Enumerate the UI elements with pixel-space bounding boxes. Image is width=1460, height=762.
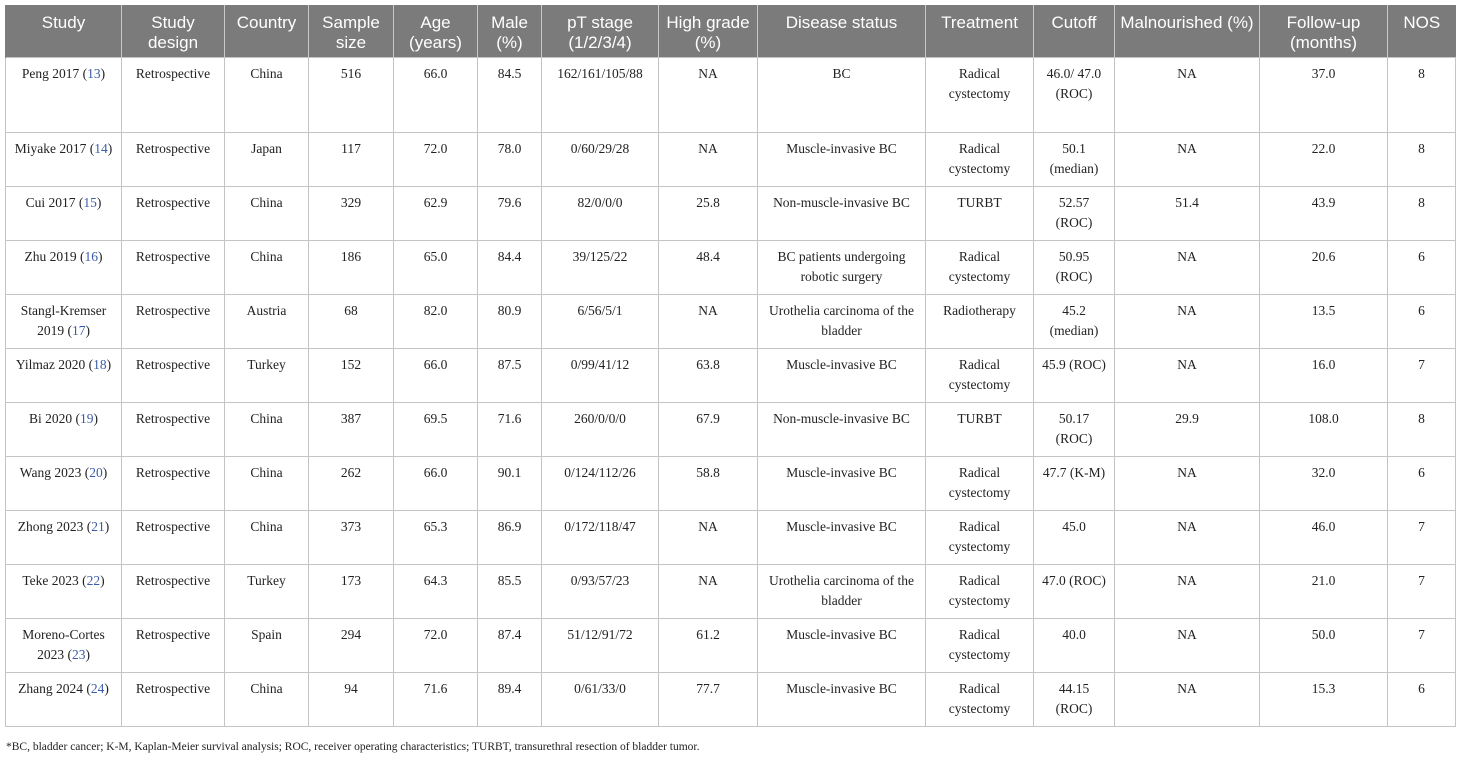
disease-status-cell: Muscle-invasive BC <box>758 457 926 511</box>
study-name: Zhang 2024 <box>18 681 83 696</box>
country-cell: Spain <box>225 619 309 673</box>
study-cell: Wang 2023 (20) <box>6 457 122 511</box>
nos-cell: 8 <box>1388 133 1456 187</box>
cutoff-cell: 47.0 (ROC) <box>1034 565 1115 619</box>
study-cell: Peng 2017 (13) <box>6 58 122 133</box>
header-row <box>6 5 1456 58</box>
malnourished-cell: NA <box>1115 565 1260 619</box>
study-cell: Zhong 2023 (21) <box>6 511 122 565</box>
table-row <box>6 133 1456 187</box>
followup-cell: 108.0 <box>1260 403 1388 457</box>
country-cell: China <box>225 403 309 457</box>
disease-status-cell: BC <box>758 58 926 133</box>
study-name: Bi 2020 <box>28 411 73 426</box>
pt-stage-cell: 0/60/29/28 <box>542 133 659 187</box>
male-cell: 90.1 <box>478 457 542 511</box>
sample-size-cell: 516 <box>309 58 394 133</box>
followup-cell: 50.0 <box>1260 619 1388 673</box>
table-row <box>6 673 1456 727</box>
malnourished-cell: NA <box>1115 457 1260 511</box>
reference-link[interactable]: 15 <box>83 195 97 210</box>
nos-cell: 6 <box>1388 241 1456 295</box>
nos-cell: 6 <box>1388 457 1456 511</box>
treatment-cell: Radical cystectomy <box>926 673 1034 727</box>
male-cell: 79.6 <box>478 187 542 241</box>
reference-link[interactable]: 24 <box>90 681 105 696</box>
cutoff-cell: 44.15 (ROC) <box>1034 673 1115 727</box>
table-row <box>6 187 1456 241</box>
reference-link[interactable]: 20 <box>89 465 103 480</box>
nos-cell: 6 <box>1388 295 1456 349</box>
high-grade-cell: 67.9 <box>659 403 758 457</box>
study-characteristics-table <box>5 5 1456 727</box>
high-grade-cell: NA <box>659 565 758 619</box>
sample-size-cell: 117 <box>309 133 394 187</box>
malnourished-cell: NA <box>1115 511 1260 565</box>
country-cell: China <box>225 187 309 241</box>
high-grade-cell: 61.2 <box>659 619 758 673</box>
study-name: Yilmaz 2020 <box>15 357 86 372</box>
column-header: Male (%) <box>478 5 542 58</box>
design-cell: Retrospective <box>122 133 225 187</box>
high-grade-cell: NA <box>659 133 758 187</box>
reference-link[interactable]: 21 <box>91 519 105 534</box>
treatment-cell: Radical cystectomy <box>926 457 1034 511</box>
male-cell: 80.9 <box>478 295 542 349</box>
disease-status-cell: Non-muscle-invasive BC <box>758 403 926 457</box>
followup-cell: 46.0 <box>1260 511 1388 565</box>
nos-cell: 7 <box>1388 619 1456 673</box>
column-header: Cutoff <box>1034 5 1115 58</box>
study-cell: Miyake 2017 (14) <box>6 133 122 187</box>
table-header <box>6 5 1456 58</box>
sample-size-cell: 329 <box>309 187 394 241</box>
followup-cell: 13.5 <box>1260 295 1388 349</box>
treatment-cell: Radical cystectomy <box>926 349 1034 403</box>
malnourished-cell: 51.4 <box>1115 187 1260 241</box>
sample-size-cell: 387 <box>309 403 394 457</box>
sample-size-cell: 373 <box>309 511 394 565</box>
table-row <box>6 565 1456 619</box>
study-name: Zhong 2023 <box>17 519 84 534</box>
male-cell: 87.4 <box>478 619 542 673</box>
age-cell: 65.3 <box>394 511 478 565</box>
design-cell: Retrospective <box>122 295 225 349</box>
table-row <box>6 241 1456 295</box>
treatment-cell: Radical cystectomy <box>926 511 1034 565</box>
cutoff-cell: 52.57 (ROC) <box>1034 187 1115 241</box>
country-cell: Japan <box>225 133 309 187</box>
table-row <box>6 511 1456 565</box>
sample-size-cell: 294 <box>309 619 394 673</box>
reference-link[interactable]: 23 <box>71 646 86 662</box>
design-cell: Retrospective <box>122 457 225 511</box>
design-cell: Retrospective <box>122 241 225 295</box>
study-cell: Zhang 2024 (24) <box>6 673 122 727</box>
country-cell: China <box>225 58 309 133</box>
followup-cell: 21.0 <box>1260 565 1388 619</box>
column-header: Study design <box>122 5 225 58</box>
column-header: Disease status <box>758 5 926 58</box>
followup-cell: 22.0 <box>1260 133 1388 187</box>
design-cell: Retrospective <box>122 565 225 619</box>
age-cell: 72.0 <box>394 133 478 187</box>
reference-link[interactable]: 16 <box>84 249 98 264</box>
study-name: Moreno-Cortes 2023 <box>22 627 105 662</box>
country-cell: China <box>225 457 309 511</box>
disease-status-cell: Muscle-invasive BC <box>758 673 926 727</box>
disease-status-cell: Urothelia carcinoma of the bladder <box>758 565 926 619</box>
study-name: Peng 2017 <box>21 66 80 81</box>
age-cell: 71.6 <box>394 673 478 727</box>
disease-status-cell: Muscle-invasive BC <box>758 133 926 187</box>
followup-cell: 15.3 <box>1260 673 1388 727</box>
age-cell: 82.0 <box>394 295 478 349</box>
study-cell: Yilmaz 2020 (18) <box>6 349 122 403</box>
cutoff-cell: 45.0 <box>1034 511 1115 565</box>
design-cell: Retrospective <box>122 58 225 133</box>
study-name: Teke 2023 <box>22 573 79 588</box>
male-cell: 71.6 <box>478 403 542 457</box>
malnourished-cell: NA <box>1115 349 1260 403</box>
sample-size-cell: 94 <box>309 673 394 727</box>
malnourished-cell: 29.9 <box>1115 403 1260 457</box>
pt-stage-cell: 39/125/22 <box>542 241 659 295</box>
high-grade-cell: 25.8 <box>659 187 758 241</box>
pt-stage-cell: 260/0/0/0 <box>542 403 659 457</box>
male-cell: 85.5 <box>478 565 542 619</box>
nos-cell: 7 <box>1388 511 1456 565</box>
age-cell: 69.5 <box>394 403 478 457</box>
column-header: Country <box>225 5 309 58</box>
followup-cell: 43.9 <box>1260 187 1388 241</box>
column-header: Study <box>6 5 122 58</box>
study-name: Miyake 2017 <box>14 141 87 156</box>
high-grade-cell: NA <box>659 58 758 133</box>
country-cell: Turkey <box>225 565 309 619</box>
pt-stage-cell: 51/12/91/72 <box>542 619 659 673</box>
pt-stage-cell: 0/124/112/26 <box>542 457 659 511</box>
disease-status-cell: Muscle-invasive BC <box>758 349 926 403</box>
treatment-cell: Radical cystectomy <box>926 58 1034 133</box>
sample-size-cell: 68 <box>309 295 394 349</box>
male-cell: 87.5 <box>478 349 542 403</box>
reference-link[interactable]: 13 <box>87 66 101 81</box>
treatment-cell: Radical cystectomy <box>926 619 1034 673</box>
design-cell: Retrospective <box>122 673 225 727</box>
disease-status-cell: Muscle-invasive BC <box>758 619 926 673</box>
age-cell: 66.0 <box>394 349 478 403</box>
pt-stage-cell: 0/99/41/12 <box>542 349 659 403</box>
table-footnote: *BC, bladder cancer; K-M, Kaplan-Meier survival analysis; ROC, receiver operating characteristics; TURBT, transurethral resection of bladder tumor. <box>6 741 700 753</box>
followup-cell: 16.0 <box>1260 349 1388 403</box>
nos-cell: 6 <box>1388 673 1456 727</box>
cutoff-cell: 40.0 <box>1034 619 1115 673</box>
high-grade-cell: 77.7 <box>659 673 758 727</box>
table-body <box>6 58 1456 727</box>
male-cell: 89.4 <box>478 673 542 727</box>
age-cell: 64.3 <box>394 565 478 619</box>
cutoff-cell: 47.7 (K-M) <box>1034 457 1115 511</box>
design-cell: Retrospective <box>122 619 225 673</box>
study-name: Wang 2023 <box>19 465 82 480</box>
country-cell: China <box>225 241 309 295</box>
high-grade-cell: 48.4 <box>659 241 758 295</box>
malnourished-cell: NA <box>1115 241 1260 295</box>
disease-status-cell: Urothelia carcinoma of the bladder <box>758 295 926 349</box>
study-cell: Bi 2020 (19) <box>6 403 122 457</box>
cutoff-cell: 46.0/ 47.0 (ROC) <box>1034 58 1115 133</box>
age-cell: 65.0 <box>394 241 478 295</box>
reference-link[interactable]: 17 <box>71 322 86 338</box>
disease-status-cell: Muscle-invasive BC <box>758 511 926 565</box>
study-name: Cui 2017 <box>25 195 76 210</box>
nos-cell: 8 <box>1388 403 1456 457</box>
column-header: High grade (%) <box>659 5 758 58</box>
treatment-cell: Radical cystectomy <box>926 241 1034 295</box>
study-characteristics-table-container <box>5 5 1455 727</box>
age-cell: 72.0 <box>394 619 478 673</box>
study-cell: Moreno-Cortes 2023 (23) <box>6 619 122 673</box>
table-row <box>6 349 1456 403</box>
reference-link[interactable]: 18 <box>93 357 107 372</box>
cutoff-cell: 50.1 (median) <box>1034 133 1115 187</box>
pt-stage-cell: 0/93/57/23 <box>542 565 659 619</box>
high-grade-cell: 58.8 <box>659 457 758 511</box>
design-cell: Retrospective <box>122 187 225 241</box>
sample-size-cell: 173 <box>309 565 394 619</box>
treatment-cell: Radical cystectomy <box>926 133 1034 187</box>
table-row <box>6 403 1456 457</box>
study-cell: Cui 2017 (15) <box>6 187 122 241</box>
nos-cell: 7 <box>1388 349 1456 403</box>
male-cell: 84.4 <box>478 241 542 295</box>
study-cell: Stangl-Kremser 2019 (17) <box>6 295 122 349</box>
treatment-cell: TURBT <box>926 403 1034 457</box>
pt-stage-cell: 0/61/33/0 <box>542 673 659 727</box>
country-cell: China <box>225 511 309 565</box>
column-header: NOS <box>1388 5 1456 58</box>
reference-link[interactable]: 19 <box>80 411 94 426</box>
study-cell: Teke 2023 (22) <box>6 565 122 619</box>
sample-size-cell: 262 <box>309 457 394 511</box>
malnourished-cell: NA <box>1115 295 1260 349</box>
table-row <box>6 619 1456 673</box>
followup-cell: 32.0 <box>1260 457 1388 511</box>
pt-stage-cell: 162/161/105/88 <box>542 58 659 133</box>
cutoff-cell: 45.9 (ROC) <box>1034 349 1115 403</box>
malnourished-cell: NA <box>1115 619 1260 673</box>
male-cell: 84.5 <box>478 58 542 133</box>
treatment-cell: Radiotherapy <box>926 295 1034 349</box>
high-grade-cell: 63.8 <box>659 349 758 403</box>
male-cell: 86.9 <box>478 511 542 565</box>
treatment-cell: TURBT <box>926 187 1034 241</box>
column-header: Sample size <box>309 5 394 58</box>
nos-cell: 8 <box>1388 58 1456 133</box>
followup-cell: 37.0 <box>1260 58 1388 133</box>
table-row <box>6 58 1456 133</box>
cutoff-cell: 45.2 (median) <box>1034 295 1115 349</box>
high-grade-cell: NA <box>659 295 758 349</box>
malnourished-cell: NA <box>1115 673 1260 727</box>
column-header: Follow-up (months) <box>1260 5 1388 58</box>
age-cell: 66.0 <box>394 58 478 133</box>
pt-stage-cell: 82/0/0/0 <box>542 187 659 241</box>
nos-cell: 8 <box>1388 187 1456 241</box>
table-row <box>6 457 1456 511</box>
design-cell: Retrospective <box>122 349 225 403</box>
cutoff-cell: 50.95 (ROC) <box>1034 241 1115 295</box>
sample-size-cell: 186 <box>309 241 394 295</box>
high-grade-cell: NA <box>659 511 758 565</box>
study-name: Stangl-Kremser 2019 <box>20 303 107 338</box>
age-cell: 66.0 <box>394 457 478 511</box>
sample-size-cell: 152 <box>309 349 394 403</box>
malnourished-cell: NA <box>1115 58 1260 133</box>
treatment-cell: Radical cystectomy <box>926 565 1034 619</box>
pt-stage-cell: 6/56/5/1 <box>542 295 659 349</box>
cutoff-cell: 50.17 (ROC) <box>1034 403 1115 457</box>
reference-link[interactable]: 14 <box>94 141 108 156</box>
table-row <box>6 295 1456 349</box>
country-cell: China <box>225 673 309 727</box>
reference-link[interactable]: 22 <box>86 573 101 588</box>
country-cell: Austria <box>225 295 309 349</box>
column-header: Treatment <box>926 5 1034 58</box>
followup-cell: 20.6 <box>1260 241 1388 295</box>
column-header: Age (years) <box>394 5 478 58</box>
column-header: pT stage (1/2/3/4) <box>542 5 659 58</box>
pt-stage-cell: 0/172/118/47 <box>542 511 659 565</box>
nos-cell: 7 <box>1388 565 1456 619</box>
disease-status-cell: BC patients undergoing robotic surgery <box>758 241 926 295</box>
age-cell: 62.9 <box>394 187 478 241</box>
design-cell: Retrospective <box>122 511 225 565</box>
study-cell: Zhu 2019 (16) <box>6 241 122 295</box>
column-header: Malnourished (%) <box>1115 5 1260 58</box>
study-name: Zhu 2019 <box>24 249 77 264</box>
malnourished-cell: NA <box>1115 133 1260 187</box>
country-cell: Turkey <box>225 349 309 403</box>
design-cell: Retrospective <box>122 403 225 457</box>
disease-status-cell: Non-muscle-invasive BC <box>758 187 926 241</box>
male-cell: 78.0 <box>478 133 542 187</box>
